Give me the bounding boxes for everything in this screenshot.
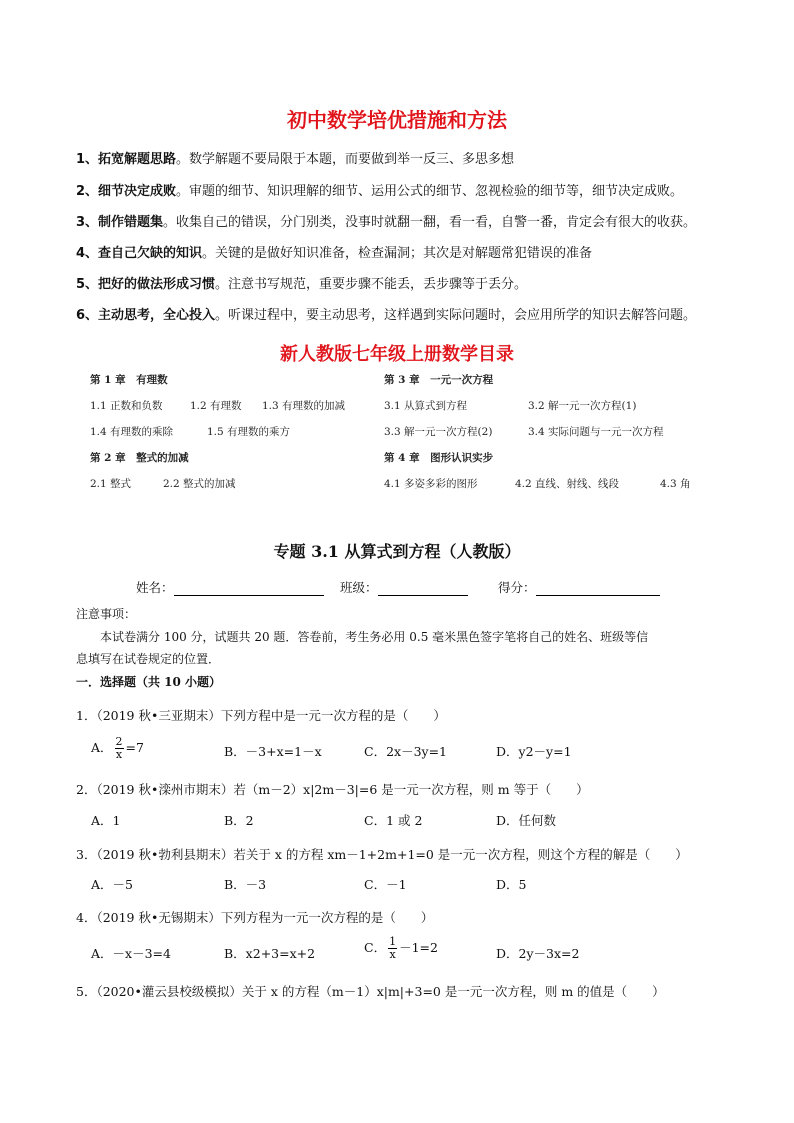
toc-item: 3.2 解一元一次方程(1)	[528, 400, 637, 412]
exam-title: 专题 3.1 从算式到方程（人教版）	[273, 542, 521, 561]
toc-item: 2.2 整式的加减	[163, 478, 236, 490]
tip-6-body: 。听课过程中，要主动思考，这样遇到实际问题时，会应用所学的知识去解答问题。	[215, 308, 697, 323]
toc-chapter-2: 第 2 章 整式的加减	[90, 452, 189, 464]
tip-6	[76, 304, 696, 323]
tip-2-head: 2、细节决定成败	[76, 184, 177, 199]
q2-option-a[interactable]: A．1	[91, 813, 121, 828]
q1-option-b[interactable]: B．－3+x=1－x	[224, 744, 322, 759]
toc-item: 4.2 直线、射线、线段	[515, 478, 620, 490]
q1-option-d[interactable]: D．y2－y=1	[496, 744, 572, 759]
toc-item: 1.1 正数和负数	[90, 400, 163, 412]
toc-chapter-4: 第 4 章 图形认识实步	[384, 452, 494, 464]
class-blank[interactable]	[378, 583, 468, 596]
tip-1-body: 。数学解题不要局限于本题，而要做到举一反三、多思多想	[176, 152, 515, 167]
q2-option-c[interactable]: C．1 或 2	[364, 813, 423, 828]
tip-2	[76, 180, 683, 199]
fraction: $\frac{2}{x}$	[115, 735, 123, 761]
tips-title: 初中数学培优措施和方法	[287, 108, 507, 132]
q3-option-a[interactable]: A．－5	[91, 877, 133, 892]
tip-4-head: 4、查自己欠缺的知识	[76, 246, 203, 261]
toc-chapter-1: 第 1 章 有理数	[90, 374, 168, 386]
section-heading: 一．选择题（共 10 小题）	[76, 675, 222, 689]
name-field[interactable]	[136, 578, 324, 596]
question-2-stem: 2．（2019 秋•滦州市期末）若（m－2）x|2m－3|=6 是一元一次方程，则 m 等于（ ）	[76, 782, 589, 797]
notes-line-1: 本试卷满分 100 分，试题共 20 题．答卷前，考生务必用 0.5 毫米黑色签字笔将自己的姓名、班级等信	[100, 630, 649, 644]
fraction: $\frac{1}{x}$	[389, 935, 397, 961]
question-5-stem: 5．（2020•灌云县校级模拟）关于 x 的方程（m－1）x|m|+3=0 是一元一次方程，则 m 的值是（ ）	[76, 984, 665, 999]
question-3-stem: 3．（2019 秋•勃利县期末）若关于 x 的方程 xm－1+2m+1=0 是一元一次方程，则这个方程的解是（ ）	[76, 847, 688, 862]
tip-1	[76, 148, 514, 167]
tip-3-body: 。收集自己的错误，分门别类，没事时就翻一翻，看一看，自警一番，肯定会有很大的收获。	[163, 215, 697, 230]
class-label: 班级：	[340, 580, 378, 595]
q1-option-c[interactable]: C．2x－3y=1	[364, 744, 448, 759]
q4-option-a[interactable]: A．－x－3=4	[91, 946, 171, 961]
q3-option-d[interactable]: D．5	[496, 877, 527, 892]
tip-1-head: 1、拓宽解题思路	[76, 152, 177, 167]
toc-item: 1.2 有理数	[190, 400, 242, 412]
class-field[interactable]	[340, 578, 468, 596]
tip-5-head: 5、把好的做法形成习惯	[76, 277, 216, 292]
q2-option-d[interactable]: D．任何数	[496, 813, 557, 828]
name-label: 姓名：	[136, 580, 174, 595]
score-blank[interactable]	[536, 583, 660, 596]
tip-4-body: 。关键的是做好知识准备，检查漏洞；其次是对解题常犯错误的准备	[202, 246, 593, 261]
tip-5	[76, 273, 527, 292]
score-label: 得分：	[498, 580, 536, 595]
name-blank[interactable]	[174, 583, 324, 596]
tip-5-body: 。注意书写规范，重要步骤不能丢，丢步骤等于丢分。	[215, 277, 528, 292]
question-1-stem: 1．（2019 秋•三亚期末）下列方程中是一元一次方程的是（ ）	[76, 708, 446, 723]
toc-item: 3.3 解一元一次方程(2)	[384, 426, 493, 438]
toc-chapter-3: 第 3 章 一元一次方程	[384, 374, 494, 386]
toc-item: 4.1 多姿多彩的图形	[384, 478, 478, 490]
toc-item: 1.3 有理数的加减	[262, 400, 346, 412]
tip-6-head: 6、主动思考，全心投入	[76, 308, 216, 323]
notes-heading: 注意事项：	[76, 607, 137, 621]
tip-4	[76, 242, 592, 261]
toc-item: 4.3 角	[660, 478, 691, 490]
tip-2-body: 。审题的细节、知识理解的细节、运用公式的细节、忽视检验的细节等，细节决定成败。	[176, 184, 684, 199]
tip-3	[76, 211, 696, 230]
toc-item: 3.4 实际问题与一元一次方程	[528, 426, 664, 438]
notes-line-2: 息填写在试卷规定的位置．	[76, 652, 221, 666]
q4-option-d[interactable]: D．2y－3x=2	[496, 946, 580, 961]
toc-item: 2.1 整式	[90, 478, 132, 490]
tip-3-head: 3、制作错题集	[76, 215, 164, 230]
toc-item: 3.1 从算式到方程	[384, 400, 468, 412]
q4-option-b[interactable]: B．x2+3=x+2	[224, 946, 316, 961]
toc-item: 1.5 有理数的乘方	[207, 426, 291, 438]
q4-option-c[interactable]: C． $\frac{1}{x}$ －1=2	[364, 935, 438, 961]
toc-item: 1.4 有理数的乘除	[90, 426, 174, 438]
score-field[interactable]	[498, 578, 660, 596]
q3-option-b[interactable]: B．－3	[224, 877, 267, 892]
q1-option-a[interactable]: A． $\frac{2}{x}$ =7	[91, 735, 144, 761]
toc-title: 新人教版七年级上册数学目录	[280, 344, 514, 365]
question-4-stem: 4．（2019 秋•无锡期末）下列方程为一元一次方程的是（ ）	[76, 910, 434, 925]
q3-option-c[interactable]: C．－1	[364, 877, 407, 892]
q2-option-b[interactable]: B．2	[224, 813, 254, 828]
